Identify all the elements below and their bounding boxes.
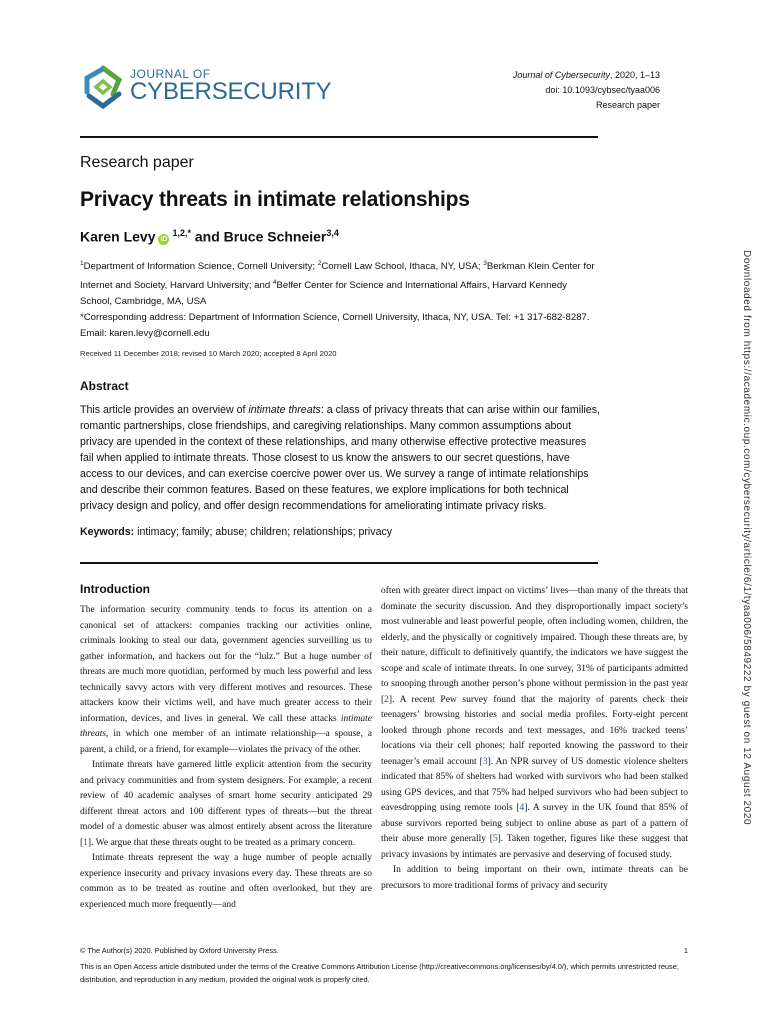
journal-logo [80,64,332,114]
page-number: 1 [683,946,688,955]
journal-issue: , 2020, 1–13 [609,70,660,80]
text-run: ]. A survey in the UK found that 85% of abuse survivors reported being subject to online abuse as part of a pattern of their abuse more generally [ [381,803,688,844]
citation-link[interactable]: 1 [83,837,88,848]
body-column-left [80,582,372,913]
affiliations [80,256,600,310]
author-list [80,228,339,245]
download-watermark [738,250,758,826]
body-paragraph [381,584,688,863]
author-schneier: and Bruce Schneier [191,228,327,245]
citation-link[interactable]: 3 [482,756,488,767]
citation-link[interactable]: 2 [384,694,389,705]
text-run: Intimate threats have garnered little explicit attention from the security and privacy communities and from system designers. For example, a recent review of 40 academic analyses of smart home security anticipated 29 different threat actors and 100 different types of threats—but the threat model of a domestic abuser was almost entirely absent across the literature [ [80,760,372,848]
journal-citation [513,68,660,83]
logo-line-2: CYBERSECURITY [130,78,332,105]
abstract-italic: intimate threats [248,404,321,416]
logo-mark-icon [80,64,126,110]
citation-link[interactable]: 4 [519,803,525,813]
citation-link[interactable]: 5 [492,834,498,844]
footer-license: This is an Open Access article distributed under the terms of the Creative Commons Attribution License (http://creativecommons.org/licenses/by/4.0/), which permits unrestricted reuse, distribution, and reproduction in any medium, provided the original work is properly cited. [80,962,679,984]
affiliation: Belfer Center for Science and International Affairs, Harvard Kennedy School, Cambridge, MA, USA [80,280,567,308]
keywords-label: Keywords: [80,526,135,538]
section-label: Research paper [80,154,194,171]
affiliation: Cornell Law School, Ithaca, NY, USA; [321,261,484,273]
author-levy-affil: 1,2,* [172,228,191,238]
author-schneier-affil: 3,4 [326,228,339,238]
introduction-heading: Introduction [80,582,150,596]
body-column-right [381,584,688,894]
body-paragraph [80,603,372,758]
body-paragraph: In addition to being important on their own, intimate threats can be precursors to more traditional forms of privacy and security [381,865,688,891]
text-run: , in which one member of an intimate relationship—a spouse, a parent, a child, or a friend, for example—violates the privacy of the other. [80,729,372,755]
abstract-rule [80,562,598,564]
affiliation: Department of Information Science, Cornell University; [83,261,318,273]
text-run: often with greater direct impact on victims’ lives—than many of the threats that dominate the security discussion. And they disproportionally impact society’s most vulnerable and least powerful people, often including women, children, the elderly, and the physically or cognitively impaired. Though these threats are, by their nature, difficult to definitively quantify, the indicators we have suggest the scope and scale of intimate threats. In one survey, 31% of participants admitted to snooping through another person’s phone without permission in the past year [ [381,586,688,705]
text-run: ]. A recent Pew survey found that the majority of parents check their teenagers’ browsing histories and social media profiles. Forty-eight percent looked through phone records and text messages, and 16% tracked teens’ locations via their cell phones; half reported knowing the password to their teenager’s email account [ [381,694,688,767]
header-rule [80,136,598,138]
footer-copyright: © The Author(s) 2020. Published by Oxford University Press. [80,946,279,955]
text-run: ]. Taken together, figures like these suggest that privacy invasions by intimates are pervasive and deserving of focused study. [381,834,688,860]
text-run: ]. We argue that these threats ought to be treated as a primary concern. [87,837,356,848]
keywords [80,526,600,538]
affil-num: 4 [272,279,277,287]
corresponding-address: *Corresponding address: Department of Information Science, Cornell University, Ithaca, NY, USA. Tel: +1 317-682-8287. Email: karen.levy@cornell.edu [80,312,590,339]
journal-meta [513,68,660,113]
affil-num: 3 [483,260,487,267]
text-run: ]. An NPR survey of US domestic violence shelters indicated that 85% of shelters had worked with survivors who had been stalked using GPS devices, and that 75% had helped survivors who had been subject to eavesdropping using remote tools [ [381,756,688,813]
body-paragraph: Intimate threats represent the way a huge number of people actually experience insecurity and privacy invasions every day. These threats are so common as to be treated as routine and often overlooked, but they are experienced much more frequently—and [80,853,372,910]
text-run: The information security community tends to focus its attention on a canonical set of attackers: companies tracking our activities online, criminals looking to steal our data, government agencies surveilling us to gather information, and hackers out for the “lulz.” But a huge number of threats are much more quotidian, performed by much less powerful and less technically savvy actors with very different motives and resources. These attackers know their victims well, and have much greater access to their information, devices, and lives in general. We call these attacks [80,605,372,724]
paper-title: Privacy threats in intimate relationships [80,188,470,211]
affil-num: 1 [80,260,84,267]
text-italic: intimate threats [80,713,372,739]
article-type: Research paper [595,100,660,110]
logo-line-1: JOURNAL OF [130,67,211,81]
abstract-part: This article provides an overview of [80,404,249,416]
affil-num: 2 [317,260,322,267]
abstract-text [80,402,600,514]
body-paragraph [80,758,372,851]
abstract-heading: Abstract [80,379,129,393]
keywords-text: intimacy; family; abuse; children; relationships; privacy [134,526,393,538]
journal-doi[interactable]: doi: 10.1093/cybsec/tyaa006 [545,85,660,95]
received-dates: Received 11 December 2018; revised 10 March 2020; accepted 8 April 2020 [80,349,337,358]
download-watermark-text: Downloaded from https://academic.oup.com/cybersecurity/article/6/1/tyaa006/5849222 by guest on 12 August 2020 [741,250,752,826]
abstract-part: : a class of privacy threats that can arise within our families, romantic partnerships, close friendships, and caregiving relationships. Many common assumptions about privacy are upended in the context of these relationships, and many otherwise effective protective measures fail when applied to intimate threats. Those closest to us know the answers to our secret questions, have access to our devices, and can exercise coercive power over us. We survey a range of intimate relationships and describe their common features. Based on these features, we explore implications for both technical privacy design and policy, and offer design recommendations for ameliorating intimate privacy risks. [80,404,600,512]
affiliation: Berkman Klein Center for Internet and Society, Harvard University; and [80,261,595,292]
journal-name: Journal of Cybersecurity [512,70,610,80]
author-levy: Karen Levy [80,228,156,245]
orcid-icon[interactable]: iD [160,235,168,243]
